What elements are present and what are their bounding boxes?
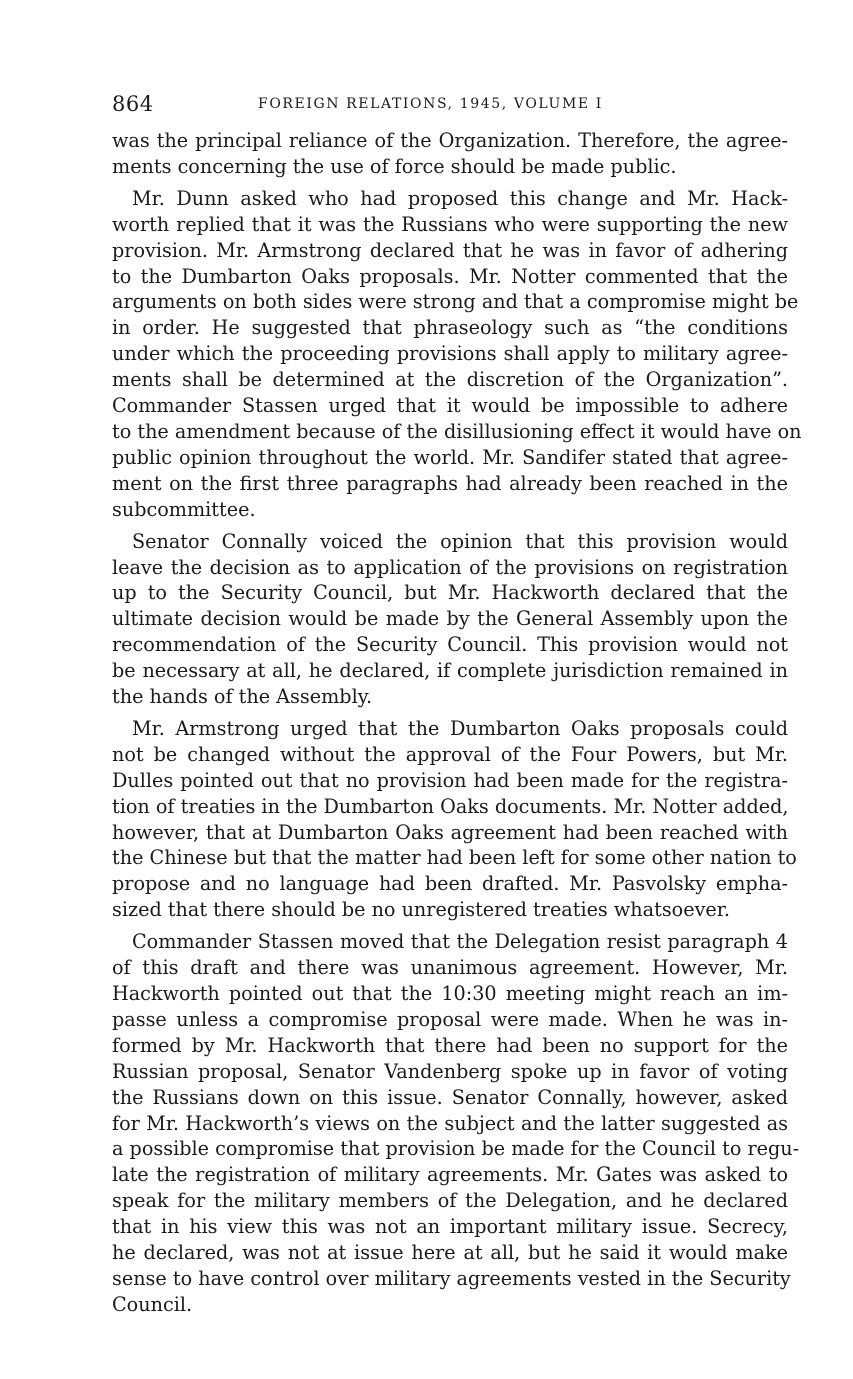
- text-line: was the principal reliance of the Organization. Therefore, the agree-: [112, 129, 788, 152]
- text-line: he declared, was not at issue here at all, but he said it would make: [112, 1241, 788, 1265]
- text-line: arguments on both sides were strong and that a compromise might be: [112, 290, 799, 314]
- text-line: ultimate decision would be made by the General Assembly upon the: [112, 607, 788, 631]
- body-text: [112, 128, 802, 1318]
- text-line: tion of treaties in the Dumbarton Oaks documents. Mr. Notter added,: [112, 794, 789, 818]
- text-line: recommendation of the Security Council. This provision would not: [112, 633, 788, 657]
- text-line: ment on the first three paragraphs had already been reached in the: [112, 471, 788, 495]
- text-line: speak for the military members of the Delegation, and he declared: [112, 1189, 788, 1213]
- text-line: the Russians down on this issue. Senator Connally, however, asked: [112, 1085, 788, 1109]
- text-line: provision. Mr. Armstrong declared that he was in favor of adhering: [112, 238, 788, 262]
- text-line: Commander Stassen urged that it would be impossible to adhere: [112, 394, 788, 418]
- text-line: subcommittee.: [112, 497, 256, 521]
- text-line: formed by Mr. Hackworth that there had been no support for the: [112, 1033, 788, 1057]
- text-line: of this draft and there was unanimous agreement. However, Mr.: [112, 956, 788, 980]
- paragraph: [112, 128, 788, 180]
- text-line: Hackworth pointed out that the 10:30 meeting might reach an im-: [112, 982, 788, 1005]
- text-line: worth replied that it was the Russians who were supporting the new: [112, 212, 788, 236]
- page-number: 864: [112, 92, 154, 116]
- text-line: Council.: [112, 1292, 193, 1316]
- document-page: [112, 92, 802, 1318]
- paragraph: [112, 929, 800, 1318]
- paragraph: [112, 529, 788, 710]
- text-line: for Mr. Hackworth’s views on the subject and the latter suggested as: [112, 1111, 788, 1135]
- paragraph: [112, 716, 797, 923]
- text-line: a possible compromise that provision be made for the Council to regu-: [112, 1137, 800, 1161]
- text-line: Mr. Dunn asked who had proposed this change and Mr. Hack-: [132, 186, 788, 210]
- text-line: up to the Security Council, but Mr. Hackworth declared that the: [112, 581, 788, 605]
- text-line: not be changed without the approval of the Four Powers, but Mr.: [112, 742, 788, 766]
- text-line: late the registration of military agreements. Mr. Gates was asked to: [112, 1163, 788, 1187]
- text-line: to the Dumbarton Oaks proposals. Mr. Notter commented that the: [112, 264, 788, 288]
- text-line: the hands of the Assembly.: [112, 685, 373, 709]
- text-line: Russian proposal, Senator Vandenberg spoke up in favor of voting: [112, 1059, 788, 1083]
- text-line: public opinion throughout the world. Mr. Sandifer stated that agree-: [112, 445, 788, 469]
- text-line: in order. He suggested that phraseology such as “the conditions: [112, 316, 788, 340]
- paragraph: [112, 186, 802, 523]
- text-line: however, that at Dumbarton Oaks agreement had been reached with: [112, 820, 788, 844]
- text-line: the Chinese but that the matter had been left for some other nation to: [112, 846, 797, 870]
- text-line: to the amendment because of the disillusioning effect it would have on: [112, 419, 802, 443]
- text-line: leave the decision as to application of the provisions on registration: [112, 555, 788, 579]
- text-line: propose and no language had been drafted. Mr. Pasvolsky empha-: [112, 872, 788, 896]
- text-line: ments concerning the use of force should be made public.: [112, 154, 677, 178]
- text-line: sense to have control over military agreements vested in the Security: [112, 1266, 791, 1290]
- text-line: Dulles pointed out that no provision had been made for the registra-: [112, 768, 788, 792]
- text-line: Senator Connally voiced the opinion that this provision would: [132, 529, 788, 553]
- text-line: passe unless a compromise proposal were made. When he was in-: [112, 1007, 788, 1031]
- text-line: sized that there should be no unregistered treaties whatsoever.: [112, 898, 730, 922]
- text-line: Mr. Armstrong urged that the Dumbarton Oaks proposals could: [132, 716, 788, 740]
- text-line: ments shall be determined at the discretion of the Organization”.: [112, 368, 788, 392]
- text-line: Commander Stassen moved that the Delegation resist paragraph 4: [132, 930, 788, 954]
- running-title: FOREIGN RELATIONS, 1945, VOLUME I: [258, 96, 603, 112]
- text-line: be necessary at all, he declared, if complete jurisdiction remained in: [112, 659, 788, 683]
- text-line: under which the proceeding provisions shall apply to military agree-: [112, 342, 788, 366]
- text-line: that in his view this was not an important military issue. Secrecy,: [112, 1215, 788, 1239]
- page-header: [112, 92, 788, 124]
